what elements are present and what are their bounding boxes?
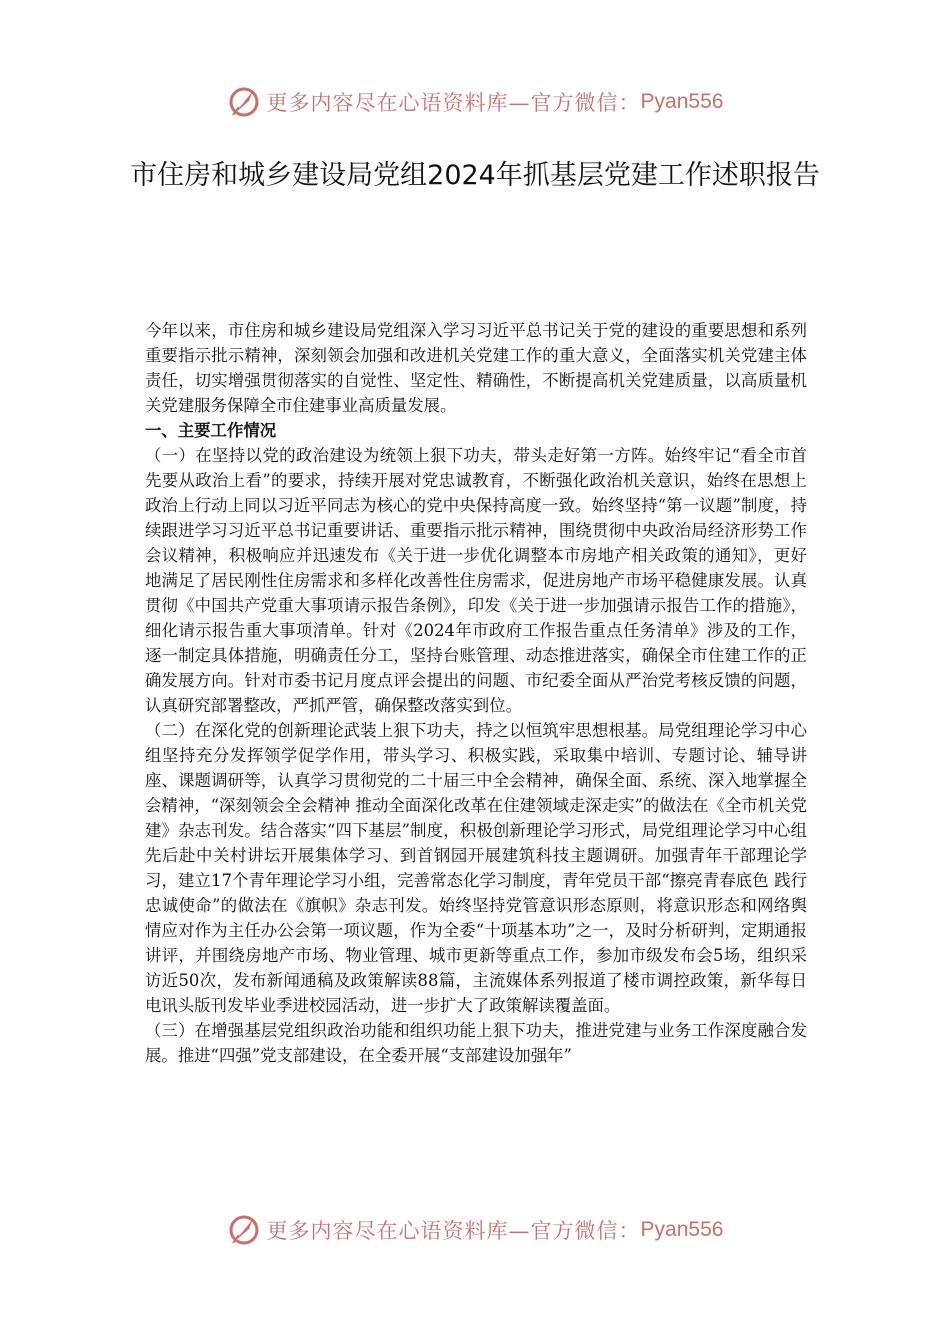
body-paragraph-1: （一）在坚持以党的政治建设为统领上狠下功夫，带头走好第一方阵。始终牢记“看全市首先要从政治上看”的要求，持续开展对党忠诚教育，不断强化政治机关意识，始终在思想上政治上行动上同以习近平同志为核心的党中央保持高度一致。始终坚持“第一议题”制度，持续跟进学习习近平总书记重要讲话、重要指示批示精神，围绕贯彻中央政治局经济形势工作会议精神，积极响应并迅速发布《关于进一步优化调整本市房地产相关政策的通知》，更好地满足了居民刚性住房需求和多样化改善性住房需求，促进房地产市场平稳健康发展。认真贯彻《中国共产党重大事项请示报告条例》，印发《关于进一步加强请示报告工作的措施》，细化请示报告重大事项清单。针对《2024年市政府工作报告重点任务清单》涉及的工作，逐一制定具体措施，明确责任分工，坚持台账管理、动态推进落实，确保全市住建工作的正确发展方向。针对市委书记月度点评会提出的问题、市纪委全面从严治党考核反馈的问题，认真研究部署整改，严抓严管，确保整改落实到位。 (145, 446, 807, 715)
watermark-wechat-id: Pyan556 (640, 1218, 724, 1241)
intro-paragraph: 今年以来，市住房和城乡建设局党组深入学习习近平总书记关于党的建设的重要思想和系列重要指示批示精神，深刻领会加强和改进机关党建工作的重大意义，全面落实机关党建主体责任，切实增强贯彻落实的自觉性、坚定性、精确性，不断提高机关党建质量，以高质量机关党建服务保障全市住建事业高质量发展。 (145, 321, 807, 415)
watermark-banner-top (0, 82, 950, 122)
document-title: 市住房和城乡建设局党组2024年抓基层党建工作述职报告 (130, 160, 820, 191)
watermark-text: 更多内容尽在心语资料库—官方微信： (266, 1219, 641, 1243)
quill-logo-icon (227, 85, 261, 119)
body-paragraph-3: （三）在增强基层党组织政治功能和组织功能上狠下功夫，推进党建与业务工作深度融合发展。推进“四强”党支部建设，在全委开展“支部建设加强年” (145, 1021, 807, 1065)
document-body (145, 318, 807, 1068)
body-paragraph-2: （二）在深化党的创新理论武装上狠下功夫，持之以恒筑牢思想根基。局党组理论学习中心组坚持充分发挥领学促学作用，带头学习、积极实践，采取集中培训、专题讨论、辅导讲座、课题调研等，认真学习贯彻党的二十届三中全会精神，确保全面、系统、深入地掌握全会精神，“深刻领会全会精神 推动全面深化改革在住建领域走深走实”的做法在《全市机关党建》杂志刊发。结合落实“四下基层”制度，积极创新理论学习形式，局党组理论学习中心组先后赴中关村讲坛开展集体学习、到首钢园开展建筑科技主题调研。加强青年干部理论学习，建立17个青年理论学习小组，完善常态化学习制度，青年党员干部“擦亮青春底色 践行忠诚使命”的做法在《旗帜》杂志刊发。始终坚持党管意识形态原则，将意识形态和网络舆情应对作为主任办公会第一项议题，作为全委“十项基本功”之一，及时分析研判，定期通报讲评，并围绕房地产市场、物业管理、城市更新等重点工作，参加市级发布会5场，组织采访近50次，发布新闻通稿及政策解读88篇，主流媒体系列报道了楼市调控政策，新华每日电讯头版刊发毕业季进校园活动，进一步扩大了政策解读覆盖面。 (145, 721, 807, 1015)
watermark-wechat-id: Pyan556 (640, 90, 724, 113)
watermark-text: 更多内容尽在心语资料库—官方微信： (266, 91, 641, 115)
quill-logo-icon (227, 1213, 261, 1247)
watermark-banner-bottom (0, 1210, 950, 1250)
section-heading: 一、主要工作情况 (145, 421, 277, 440)
